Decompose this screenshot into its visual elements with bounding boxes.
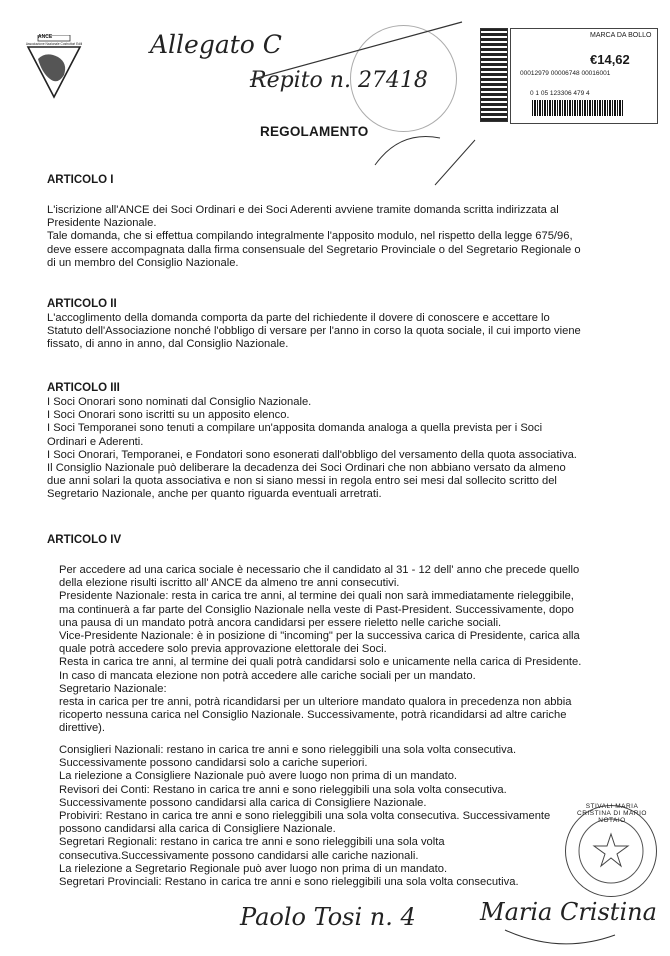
text-line: resta in carica per tre anni, potrà ricandidarsi per un ulteriore mandato qualora in precedenza non abbia	[59, 696, 572, 709]
text-line: Per accedere ad una carica sociale è necessario che il candidato al 31 - 12 dell' anno che precede quello	[59, 564, 580, 576]
article-4-body-continued	[59, 744, 550, 889]
article-2-body	[47, 312, 581, 352]
logo-caption: ANCE	[38, 34, 53, 40]
article-1-heading: ARTICOLO I	[47, 174, 114, 186]
text-line: Successivamente possono candidarsi alla carica di Consigliere Nazionale.	[59, 796, 427, 809]
text-line: della elezione risulti iscritto all' ANCE da almeno tre anni consecutivi.	[59, 577, 400, 590]
text-line: ricoperto nessuna carica nel Consiglio Nazionale. Successivamente, potrà ricandidarsi ad altre cariche	[59, 709, 567, 722]
text-line: possono candidarsi alla carica di Consigliere Nazionale.	[59, 823, 336, 836]
seal-text: STIVALI MARIA CRISTINA DI MARIO NOTAIO	[577, 803, 647, 824]
text-line: ma continuerà a far parte del Consiglio Nazionale nella veste di Past-President. Successivamente, dopo	[59, 603, 574, 616]
text-line: Ordinari e Aderenti.	[47, 435, 144, 448]
text-line: I Soci Onorari sono nominati dal Consiglio Nazionale.	[47, 396, 312, 408]
text-line: direttive).	[59, 722, 106, 735]
article-3-body	[47, 396, 577, 502]
stamp-code: 00012979 00006748 00016001	[520, 70, 611, 77]
text-line: quale potrà accedere solo previa approvazione elettorale dei Soci.	[59, 643, 387, 656]
text-line: Successivamente possono candidarsi solo a cariche superiori.	[59, 757, 368, 770]
text-line: Probiviri: Restano in carica tre anni e sono rieleggibili una sola volta consecutiva. Successivamente	[59, 810, 551, 823]
text-line: L'accoglimento della domanda comporta da parte del richiedente il dovere di conoscere e accettare lo	[47, 312, 550, 324]
text-line: La rielezione a Consigliere Nazionale può avere luogo non prima di un mandato.	[59, 770, 458, 783]
article-2-heading: ARTICOLO II	[47, 298, 117, 310]
stamp-marca: MARCA DA BOLLO	[590, 32, 652, 39]
text-line: fissato, di anno in anno, dal Consiglio Nazionale.	[47, 338, 289, 351]
text-line: Presidente Nazionale: resta in carica tre anni, al termine dei quali non sarà immediatamente rieleggibile,	[59, 590, 574, 603]
text-line: In caso di mancata elezione non potrà accedere alle cariche sociali per un mandato.	[59, 669, 476, 682]
text-line: Il Consiglio Nazionale può deliberare la decadenza dei Soci Ordinari che non abbiano versato da almeno	[47, 462, 566, 475]
stamp-amount: €14,62	[590, 52, 630, 67]
text-line: Segretari Provinciali: Restano in carica tre anni e sono rieleggibili una sola volta consecutiva.	[59, 876, 519, 889]
article-4-body	[59, 564, 581, 736]
text-line: Consiglieri Nazionali: restano in carica tre anni e sono rieleggibili una sola volta consecutiva.	[59, 744, 517, 756]
stamp-strip	[480, 28, 508, 122]
text-line: una pausa di un mandato potrà ancora candidarsi per essere rieletto nelle cariche sociali.	[59, 616, 502, 629]
article-3-heading: ARTICOLO III	[47, 382, 120, 394]
text-line: Segretari Regionali: restano in carica tre anni e sono rieleggibili una sola volta	[59, 836, 445, 849]
stamp-barcode	[532, 100, 624, 116]
text-line: Presidente Nazionale.	[47, 217, 157, 230]
text-line: due anni solari la quota associativa e non si siano messi in regola entro sei mesi dal sollecito scritto del	[47, 475, 557, 488]
text-line: Segretario Nazionale:	[59, 682, 167, 695]
signature-flourish	[500, 925, 620, 950]
text-line: di un membro del Consiglio Nazionale.	[47, 256, 239, 269]
article-4-heading: ARTICOLO IV	[47, 534, 122, 546]
text-line: consecutiva.Successivamente possono candidarsi alle cariche nazionali.	[59, 849, 419, 862]
text-line: I Soci Onorari, Temporanei, e Fondatori sono esonerati dall'obbligo del versamento della quota associativa.	[47, 448, 577, 461]
text-line: Revisori dei Conti: Restano in carica tre anni e sono rieleggibili una sola volta consecutiva.	[59, 783, 507, 796]
text-line: Segretario Nazionale, anche per quanto riguarda eventuali arretrati.	[47, 488, 382, 501]
stamp-number: 0 1 05 123306 479 4	[530, 90, 590, 97]
text-line: Statuto dell'Associazione nonché l'obbligo di versare per l'anno in corso la quota sociale, il cui importo viene	[47, 325, 581, 338]
signature-right: Maria Cristina	[480, 898, 657, 926]
text-line: La rielezione a Segretario Regionale può aver luogo non prima di un mandato.	[59, 862, 448, 875]
notary-seal-top	[350, 25, 457, 132]
handwritten-repito: Repito n. 27418	[250, 68, 428, 93]
text-line: Tale domanda, che si effettua compilando integralmente l'apposito modulo, nel rispetto della legge 675/96,	[47, 230, 573, 243]
handwritten-allegato: Allegato C	[150, 30, 282, 59]
text-line: Resta in carica tre anni, al termine dei quali potrà candidarsi solo e unicamente nella carica di Presidente.	[59, 656, 582, 669]
article-1-body	[47, 204, 581, 270]
logo-subcaption: Associazione Nazionale Costruttori Edili	[25, 42, 83, 46]
page-title: REGOLAMENTO	[260, 124, 369, 139]
text-line: I Soci Temporanei sono tenuti a compilare un'apposita domanda analoga a quella prevista per i Soci	[47, 422, 543, 435]
text-line: deve essere accompagnata dalla firma consensuale del Segretario Provinciale o del Segretario Regionale o	[47, 243, 581, 256]
text-line: Vice-Presidente Nazionale: è in posizione di "incoming" per la successiva carica di Presidente, carica alla	[59, 630, 580, 643]
signature-left: Paolo Tosi n. 4	[240, 903, 416, 931]
text-line: L'iscrizione all'ANCE dei Soci Ordinari e dei Soci Aderenti avviene tramite domanda scritta indirizzata al	[47, 204, 559, 216]
text-line: I Soci Onorari sono iscritti su un apposito elenco.	[47, 409, 290, 422]
